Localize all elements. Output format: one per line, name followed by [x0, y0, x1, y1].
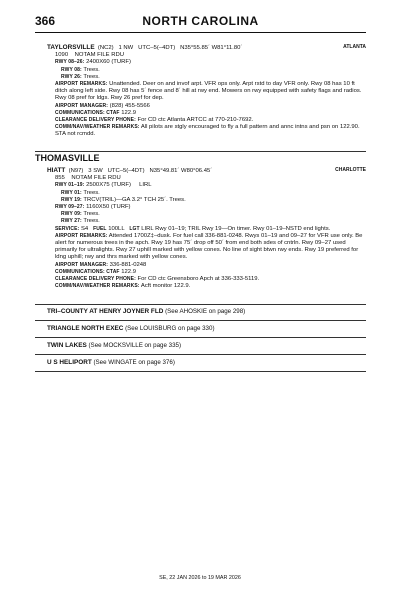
runway-end-info: Trees. [83, 218, 100, 225]
page-number: 366 [35, 14, 56, 28]
runway-end-label: RWY 19: [61, 196, 82, 203]
runway-end-info: Trees. [83, 66, 100, 73]
airport-remarks: Attended 1700Z‡–dusk. For fuel call 336-881-0248. Rwys 01–19 and 09–27 for VFR use only. Be alert for numerous trees in the apch. Rwy 19 has 75´ drop off 50´ from end both sdes of cntrln. Rwy 09–27 used primarily for ultralights. Rwy 27 uphill marked with yellow cones. No line of sight btwn rwy ends. Rwy 19 preferred for ldng uphill; rwy and thrs marked with yellow cones. [55, 232, 363, 261]
fuel-grade: 100LL [108, 225, 125, 232]
runway-label: RWY 08–26: [55, 59, 85, 66]
xref-see: (See AHOSKIE on page 298) [165, 308, 246, 315]
manager-label: AIRPORT MANAGER: [55, 261, 108, 268]
divider [35, 371, 366, 372]
service-label: SERVICE: [55, 225, 80, 232]
divider [35, 337, 366, 338]
lighting-info: LIRL Rwy 01–19; TRIL Rwy 19—On timer. Rwy 01–19–NSTD end lights. [141, 225, 331, 232]
runway-end-label: RWY 09: [61, 211, 82, 218]
airport-coords: N35°55.85´ W81°11.80´ [180, 45, 243, 51]
comm-remarks: All pilots are stgly encouraged to fly a full pattern and annc intns and psn on 122.90. STA not rcmdd. [55, 124, 360, 138]
airport-elevation: 855 [55, 175, 65, 182]
divider [35, 320, 366, 321]
airport-manager: 336-881-0248 [109, 261, 147, 268]
comm-remarks-label: COMM/NAV/WEATHER REMARKS: [55, 124, 140, 131]
runway-info: 2500X75 (TURF) [86, 182, 131, 189]
runway-info: 1160X50 (TURF) [86, 204, 131, 211]
runway-end-info: TRCV(TRIL)—GA 3.2° TCH 25´. Trees. [83, 196, 186, 203]
runway-end-info: Trees. [83, 73, 100, 80]
section-title: THOMASVILLE [35, 153, 100, 163]
runway-end-info: Trees. [83, 211, 100, 218]
clearance-label: CLEARANCE DELIVERY PHONE: [55, 117, 136, 124]
xref-name: U S HELIPORT [47, 359, 92, 366]
comm-remarks: Acft monitor 122.9. [140, 283, 191, 290]
runway-end-label: RWY 27: [61, 218, 82, 225]
cross-reference [47, 308, 245, 315]
cross-reference [47, 325, 215, 332]
runway-end-label: RWY 26: [61, 73, 82, 80]
airport-utc: UTC–5(–4DT) [107, 168, 145, 174]
divider [35, 304, 366, 305]
runway-end-info: Trees. [83, 189, 100, 196]
page-footer: SE, 22 JAN 2026 to 19 MAR 2026 [159, 575, 241, 581]
clearance-phone: For CD ctc Atlanta ARTCC at 770-210-7692. [137, 117, 254, 124]
clearance-label: CLEARANCE DELIVERY PHONE: [55, 276, 136, 283]
airport-name: TAYLORSVILLE [47, 44, 95, 51]
runway-label: RWY 01–19: [55, 182, 85, 189]
notam-file: NOTAM FILE RDU [74, 52, 124, 59]
cross-reference [47, 342, 181, 349]
airport-name: HIATT [47, 167, 66, 174]
page-header [35, 12, 366, 34]
ctaf-frequency: 122.9 [121, 268, 136, 275]
runway-info: 2400X60 (TURF) [86, 59, 131, 66]
xref-see: (See WINGATE on page 376) [93, 359, 175, 366]
runway-end-label: RWY 08: [61, 66, 82, 73]
runway-end-label: RWY 01: [61, 189, 82, 196]
section-rule [35, 151, 366, 152]
clearance-phone: For CD ctc Greensboro Apch at 336-333-5119. [137, 276, 260, 283]
airport-city: CHARLOTTE [335, 167, 366, 173]
fuel-label: FUEL [93, 225, 107, 232]
xref-see: (See LOUISBURG on page 330) [125, 325, 215, 332]
xref-name: TWIN LAKES [47, 342, 87, 349]
airport-ident: (N97) [68, 168, 84, 174]
lighting-label: LGT [129, 225, 140, 232]
airport-utc: UTC–5(–4DT) [138, 45, 176, 51]
notam-file: NOTAM FILE RDU [71, 175, 121, 182]
airport-elevation: 1090 [55, 52, 69, 59]
airport-manager: (828) 455-5566 [109, 102, 150, 109]
airport-coords: N35°49.81´ W80°06.45´ [149, 168, 213, 174]
divider [35, 354, 366, 355]
comm-remarks-label: COMM/NAV/WEATHER REMARKS: [55, 283, 140, 290]
xref-name: TRIANGLE NORTH EXEC [47, 325, 124, 332]
xref-see: (See MOCKSVILLE on page 335) [88, 342, 182, 349]
communications-label: COMMUNICATIONS: CTAF [55, 268, 120, 275]
airport-entry-taylorsville [47, 44, 366, 139]
service-s: S4 [80, 225, 89, 232]
airport-entry-hiatt [47, 167, 366, 290]
remarks-label: AIRPORT REMARKS: [55, 81, 108, 88]
airport-location: 1 NW [118, 45, 134, 51]
airport-remarks: Unattended. Deer on and invof arpt. VFR ops only. Arpt rstd to day VFR only. Rwy 08 has 10 ft ditch along left side. Rwy 08 has 5´ fence and 8´ hill at rwy end. Mowers on rwy equipped with safety flags and radios. Rwy 08 pref for ldgs. Rwy 26 pref for dep. [55, 81, 362, 102]
airport-location: 3 SW [88, 168, 103, 174]
ctaf-frequency: 122.9 [121, 109, 136, 116]
runway-label: RWY 09–27: [55, 204, 85, 211]
airport-city: ATLANTA [343, 44, 366, 50]
communications-label: COMMUNICATIONS: CTAF [55, 109, 120, 116]
cross-reference [47, 359, 175, 366]
manager-label: AIRPORT MANAGER: [55, 102, 108, 109]
airport-ident: (NC2) [97, 45, 114, 51]
header-rule [35, 32, 366, 33]
xref-name: TRI–COUNTY AT HENRY JOYNER FLD [47, 308, 164, 315]
runway-lights: LIRL [139, 182, 152, 189]
state-title: NORTH CAROLINA [142, 14, 259, 28]
remarks-label: AIRPORT REMARKS: [55, 232, 108, 239]
